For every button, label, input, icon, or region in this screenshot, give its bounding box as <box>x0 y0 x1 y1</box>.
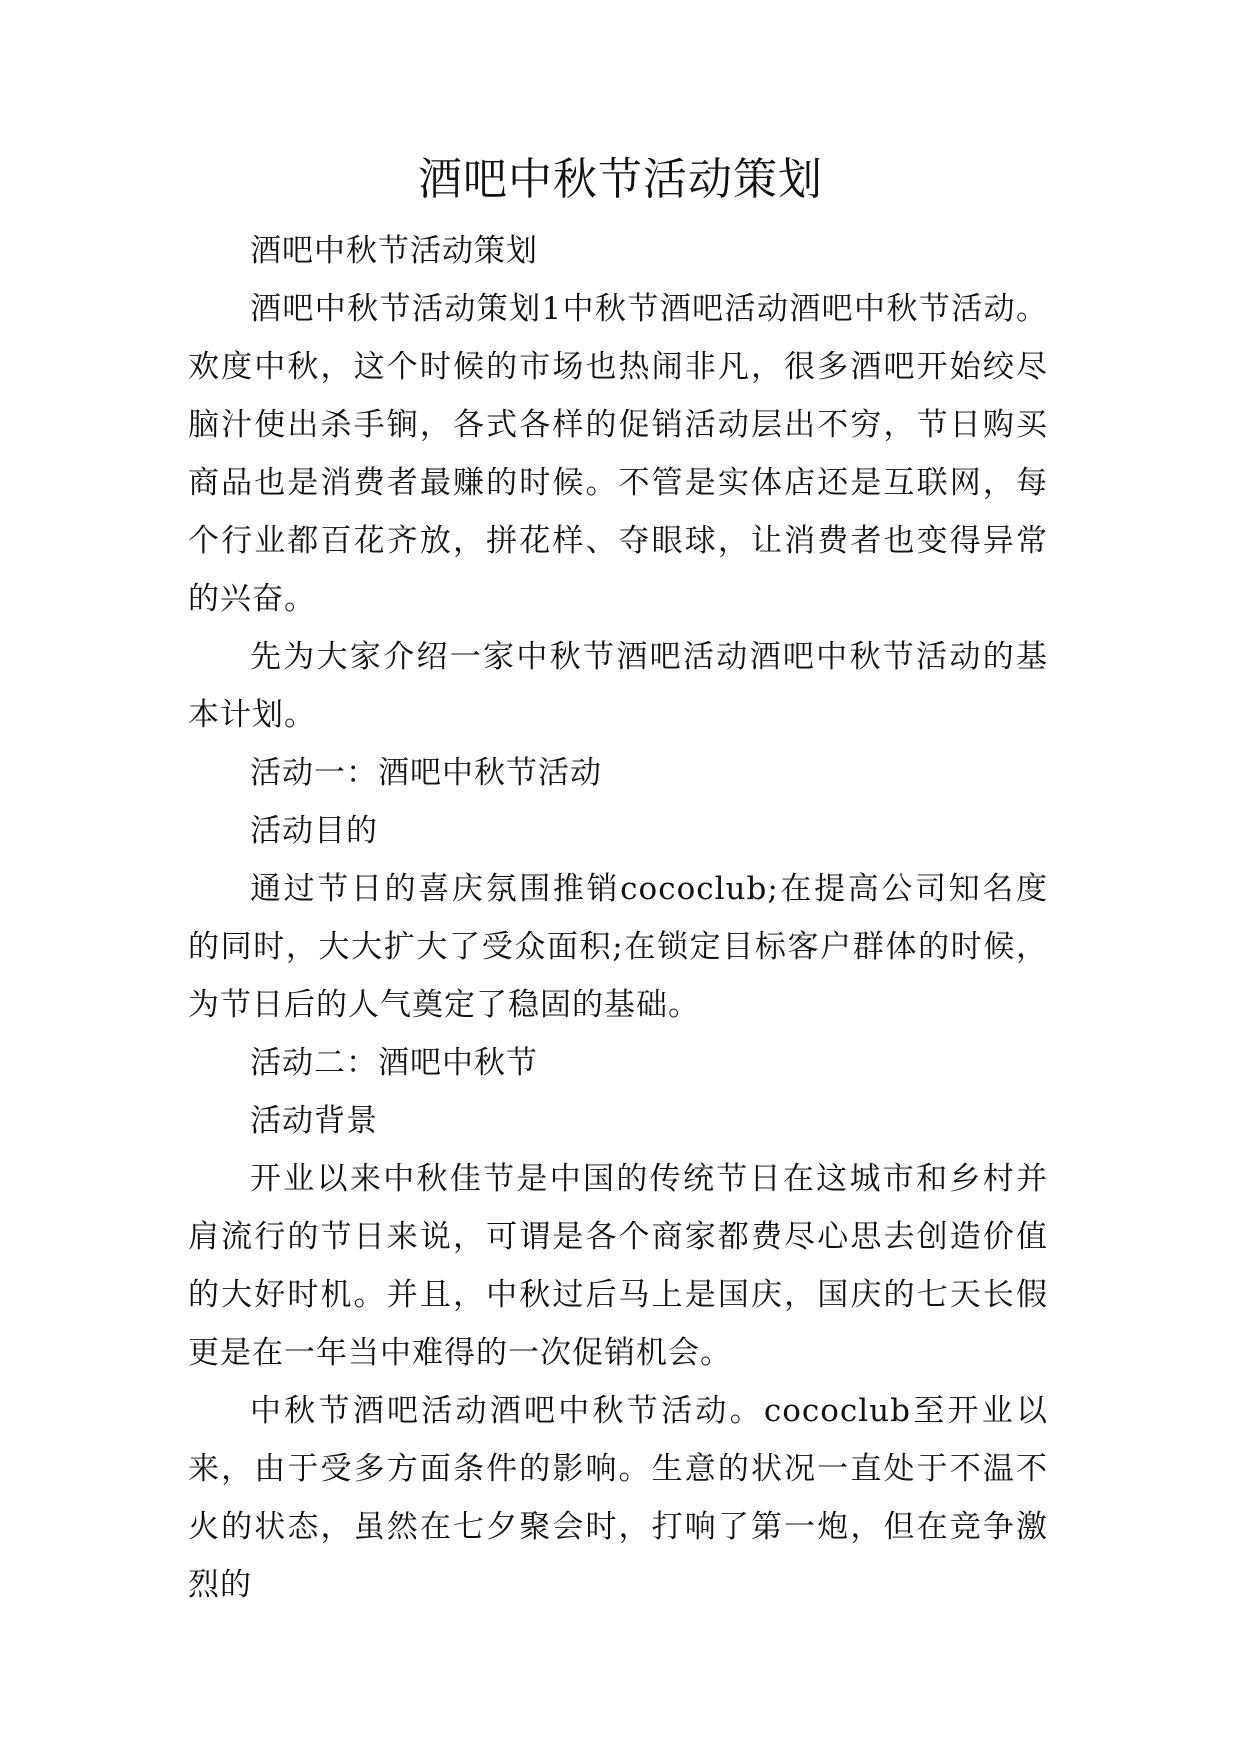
document-title: 酒吧中秋节活动策划 <box>418 154 823 205</box>
paragraph-intro: 酒吧中秋节活动策划1中秋节酒吧活动酒吧中秋节活动。欢度中秋，这个时候的市场也热闹非凡，很多酒吧开始绞尽脑汁使出杀手锏，各式各样的促销活动层出不穷，节日购买商品也是消费者最赚的时候。不管是实体店还是互联网，每个行业都百花齐放，拼花样、夺眼球，让消费者也变得异常的兴奋。 <box>188 291 1048 617</box>
paragraph-plan-intro: 先为大家介绍一家中秋节酒吧活动酒吧中秋节活动的基本计划。 <box>188 639 1048 733</box>
heading-activity-two: 活动二：酒吧中秋节 <box>250 1045 538 1081</box>
heading-activity-background: 活动背景 <box>250 1103 378 1139</box>
paragraph-status: 中秋节酒吧活动酒吧中秋节活动。cococlub至开业以来，由于受多方面条件的影响。生意的状况一直处于不温不火的状态，虽然在七夕聚会时，打响了第一炮，但在竞争激烈的 <box>188 1393 1048 1603</box>
paragraph-background: 开业以来中秋佳节是中国的传统节日在这城市和乡村并肩流行的节日来说，可谓是各个商家都费尽心思去创造价值的大好时机。并且，中秋过后马上是国庆，国庆的七天长假更是在一年当中难得的一次促销机会。 <box>188 1161 1048 1371</box>
paragraph-subtitle: 酒吧中秋节活动策划 <box>250 233 538 269</box>
heading-activity-purpose: 活动目的 <box>250 813 378 849</box>
document-body <box>188 222 1048 1614</box>
heading-activity-one: 活动一：酒吧中秋节活动 <box>250 755 602 791</box>
paragraph-purpose: 通过节日的喜庆氛围推销cococlub;在提高公司知名度的同时，大大扩大了受众面积;在锁定目标客户群体的时候，为节日后的人气奠定了稳固的基础。 <box>188 871 1048 1023</box>
